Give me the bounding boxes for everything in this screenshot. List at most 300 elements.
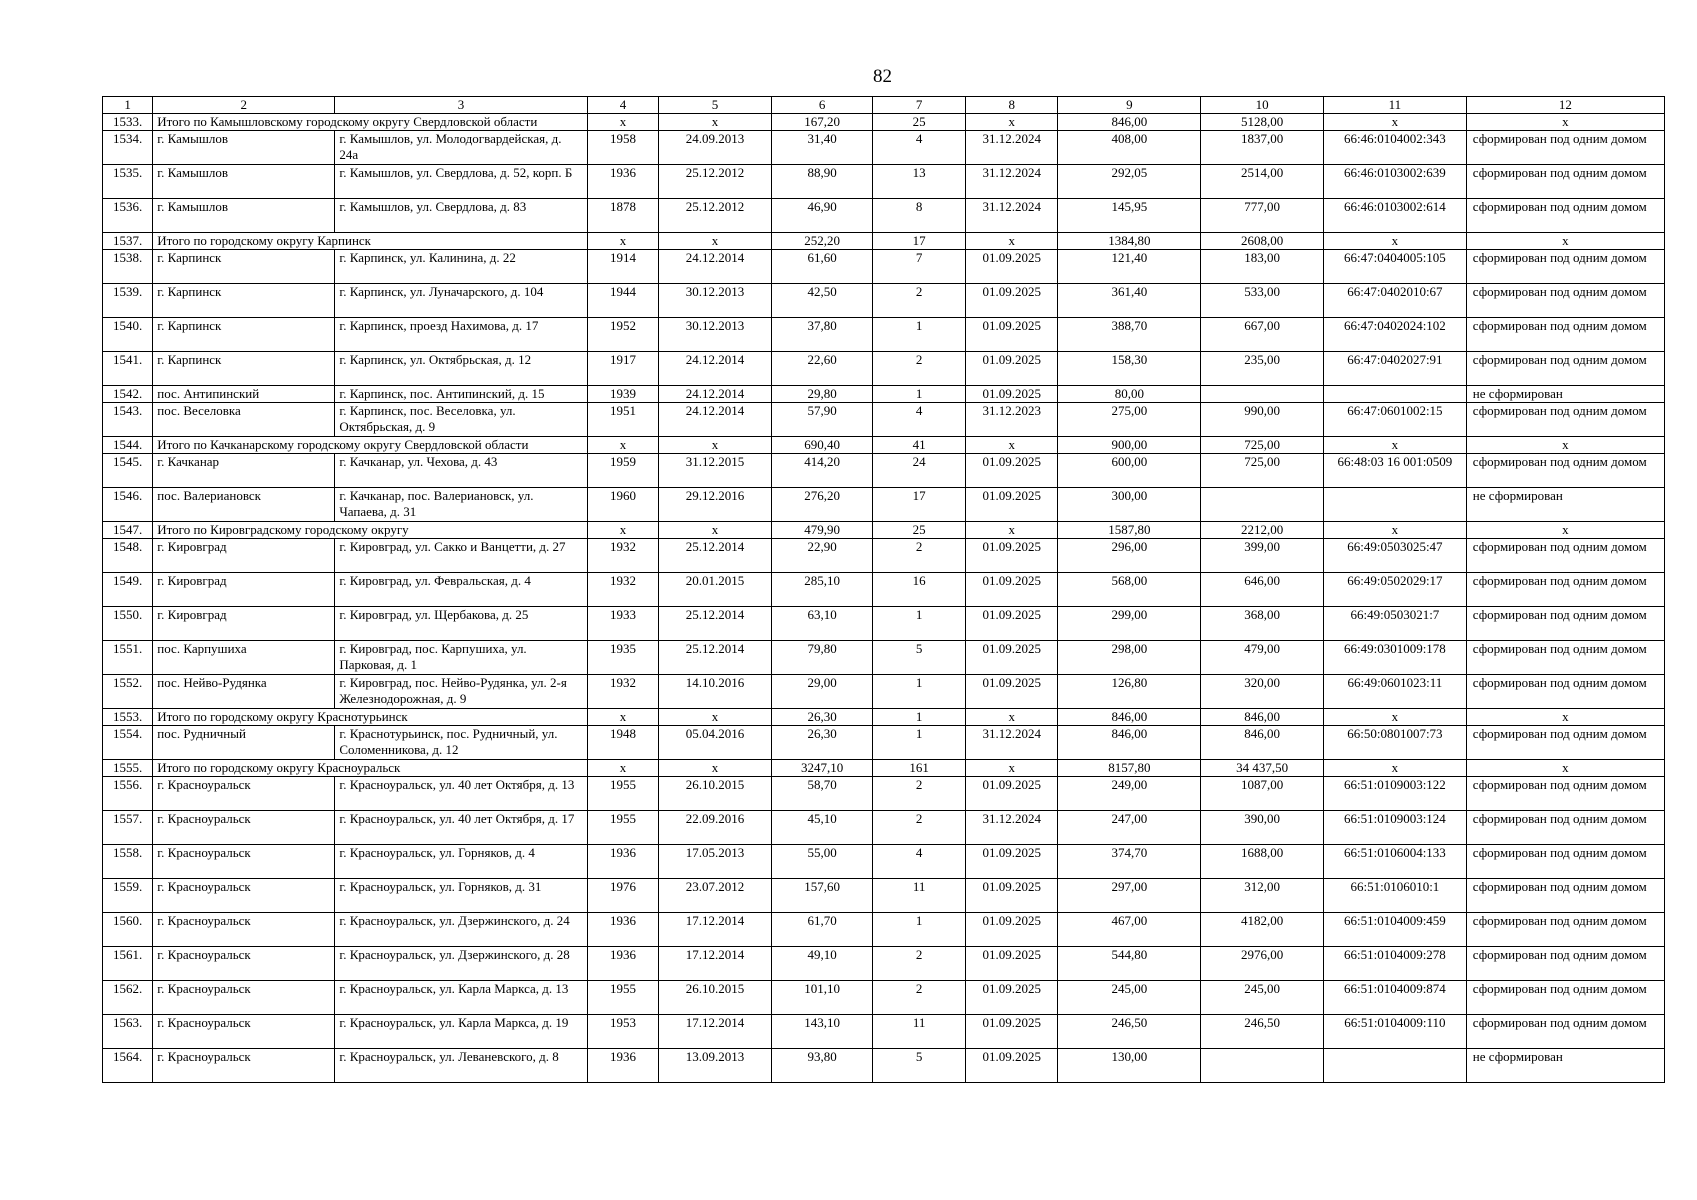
cadastral-number-cell: 66:51:0109003:122 bbox=[1323, 777, 1466, 811]
people-cell: 2 bbox=[873, 947, 966, 981]
date-cell: 25.12.2014 bbox=[659, 641, 772, 675]
date-cell: 25.12.2012 bbox=[659, 165, 772, 199]
subtotal-value-cell: 690,40 bbox=[771, 437, 873, 454]
deadline-cell: 31.12.2024 bbox=[965, 726, 1058, 760]
table-row bbox=[103, 573, 1665, 607]
subtotal-value-cell: 25 bbox=[873, 522, 966, 539]
year-cell: 1878 bbox=[587, 199, 658, 233]
locality-cell: пос. Антипинский bbox=[153, 386, 335, 403]
cadastral-number-cell: 66:46:0103002:614 bbox=[1323, 199, 1466, 233]
deadline-cell: 01.09.2025 bbox=[965, 641, 1058, 675]
table-row bbox=[103, 488, 1665, 522]
area-cell: 101,10 bbox=[771, 981, 873, 1015]
cadastral-number-cell bbox=[1323, 386, 1466, 403]
price-cell: 846,00 bbox=[1058, 726, 1201, 760]
area-cell: 57,90 bbox=[771, 403, 873, 437]
column-header: 5 bbox=[659, 97, 772, 114]
year-cell: 1936 bbox=[587, 913, 658, 947]
date-cell: 24.12.2014 bbox=[659, 386, 772, 403]
price-cell: 126,80 bbox=[1058, 675, 1201, 709]
deadline-cell: 01.09.2025 bbox=[965, 454, 1058, 488]
subtotal-value-cell: 25 bbox=[873, 114, 966, 131]
date-cell: 30.12.2013 bbox=[659, 318, 772, 352]
row-number-cell: 1557. bbox=[103, 811, 153, 845]
subtotal-value-cell: x bbox=[659, 760, 772, 777]
deadline-cell: 01.09.2025 bbox=[965, 539, 1058, 573]
subtotal-value-cell: x bbox=[1466, 709, 1664, 726]
subtotal-value-cell: 846,00 bbox=[1201, 709, 1324, 726]
subtotal-value-cell: x bbox=[587, 233, 658, 250]
people-cell: 1 bbox=[873, 386, 966, 403]
cadastral-number-cell: 66:47:0402024:102 bbox=[1323, 318, 1466, 352]
column-header: 9 bbox=[1058, 97, 1201, 114]
cadastral-number-cell: 66:50:0801007:73 bbox=[1323, 726, 1466, 760]
sum-cell: 2514,00 bbox=[1201, 165, 1324, 199]
land-status-cell: сформирован под одним домом bbox=[1466, 352, 1664, 386]
date-cell: 25.12.2012 bbox=[659, 199, 772, 233]
address-cell: г. Карпинск, пос. Веселовка, ул. Октябрьская, д. 9 bbox=[335, 403, 587, 437]
deadline-cell: 01.09.2025 bbox=[965, 947, 1058, 981]
locality-cell: пос. Карпушиха bbox=[153, 641, 335, 675]
cadastral-number-cell: 66:47:0402027:91 bbox=[1323, 352, 1466, 386]
land-status-cell: сформирован под одним домом bbox=[1466, 250, 1664, 284]
locality-cell: г. Красноуральск bbox=[153, 777, 335, 811]
cadastral-number-cell: 66:51:0104009:278 bbox=[1323, 947, 1466, 981]
row-number-cell: 1552. bbox=[103, 675, 153, 709]
deadline-cell: 31.12.2024 bbox=[965, 131, 1058, 165]
date-cell: 23.07.2012 bbox=[659, 879, 772, 913]
subtotal-value-cell: x bbox=[1323, 760, 1466, 777]
locality-cell: г. Красноуральск bbox=[153, 913, 335, 947]
sum-cell: 777,00 bbox=[1201, 199, 1324, 233]
table-row bbox=[103, 675, 1665, 709]
year-cell: 1953 bbox=[587, 1015, 658, 1049]
table-row bbox=[103, 352, 1665, 386]
locality-cell: г. Красноуральск bbox=[153, 981, 335, 1015]
row-number-cell: 1554. bbox=[103, 726, 153, 760]
year-cell: 1955 bbox=[587, 981, 658, 1015]
area-cell: 29,80 bbox=[771, 386, 873, 403]
land-status-cell: сформирован под одним домом bbox=[1466, 675, 1664, 709]
table-row bbox=[103, 199, 1665, 233]
subtotal-value-cell: 2212,00 bbox=[1201, 522, 1324, 539]
cadastral-number-cell: 66:51:0106010:1 bbox=[1323, 879, 1466, 913]
address-cell: г. Камышлов, ул. Молодогвардейская, д. 24а bbox=[335, 131, 587, 165]
column-header: 2 bbox=[153, 97, 335, 114]
subtotal-value-cell: x bbox=[587, 437, 658, 454]
row-number-cell: 1541. bbox=[103, 352, 153, 386]
price-cell: 568,00 bbox=[1058, 573, 1201, 607]
subtotal-title-cell: Итого по городскому округу Карпинск bbox=[153, 233, 588, 250]
address-cell: г. Карпинск, проезд Нахимова, д. 17 bbox=[335, 318, 587, 352]
area-cell: 26,30 bbox=[771, 726, 873, 760]
subtotal-value-cell: x bbox=[1466, 437, 1664, 454]
column-header: 1 bbox=[103, 97, 153, 114]
row-number-cell: 1534. bbox=[103, 131, 153, 165]
locality-cell: г. Карпинск bbox=[153, 284, 335, 318]
locality-cell: г. Красноуральск bbox=[153, 1049, 335, 1083]
page-number: 82 bbox=[873, 66, 892, 87]
price-cell: 374,70 bbox=[1058, 845, 1201, 879]
price-cell: 600,00 bbox=[1058, 454, 1201, 488]
sum-cell: 183,00 bbox=[1201, 250, 1324, 284]
subtotal-value-cell: 3247,10 bbox=[771, 760, 873, 777]
sum-cell: 4182,00 bbox=[1201, 913, 1324, 947]
locality-cell: г. Красноуральск bbox=[153, 947, 335, 981]
people-cell: 5 bbox=[873, 1049, 966, 1083]
cadastral-number-cell: 66:51:0106004:133 bbox=[1323, 845, 1466, 879]
address-cell: г. Кировград, ул. Февральская, д. 4 bbox=[335, 573, 587, 607]
year-cell: 1976 bbox=[587, 879, 658, 913]
year-cell: 1939 bbox=[587, 386, 658, 403]
date-cell: 17.12.2014 bbox=[659, 947, 772, 981]
people-cell: 8 bbox=[873, 199, 966, 233]
column-header: 10 bbox=[1201, 97, 1324, 114]
table-row bbox=[103, 284, 1665, 318]
column-header: 3 bbox=[335, 97, 587, 114]
subtotal-value-cell: x bbox=[965, 709, 1058, 726]
land-status-cell: сформирован под одним домом bbox=[1466, 318, 1664, 352]
subtotal-value-cell: 900,00 bbox=[1058, 437, 1201, 454]
land-status-cell: сформирован под одним домом bbox=[1466, 199, 1664, 233]
sum-cell: 235,00 bbox=[1201, 352, 1324, 386]
year-cell: 1958 bbox=[587, 131, 658, 165]
land-status-cell: сформирован под одним домом bbox=[1466, 131, 1664, 165]
land-status-cell: сформирован под одним домом bbox=[1466, 947, 1664, 981]
people-cell: 1 bbox=[873, 675, 966, 709]
address-cell: г. Карпинск, пос. Антипинский, д. 15 bbox=[335, 386, 587, 403]
people-cell: 2 bbox=[873, 777, 966, 811]
year-cell: 1960 bbox=[587, 488, 658, 522]
address-cell: г. Карпинск, ул. Луначарского, д. 104 bbox=[335, 284, 587, 318]
column-number-row bbox=[103, 97, 1665, 114]
land-status-cell: сформирован под одним домом bbox=[1466, 165, 1664, 199]
price-cell: 297,00 bbox=[1058, 879, 1201, 913]
subtotal-value-cell: x bbox=[965, 437, 1058, 454]
deadline-cell: 01.09.2025 bbox=[965, 352, 1058, 386]
locality-cell: пос. Нейво-Рудянка bbox=[153, 675, 335, 709]
people-cell: 4 bbox=[873, 131, 966, 165]
price-cell: 388,70 bbox=[1058, 318, 1201, 352]
area-cell: 88,90 bbox=[771, 165, 873, 199]
cadastral-number-cell bbox=[1323, 488, 1466, 522]
subtotal-value-cell: 479,90 bbox=[771, 522, 873, 539]
row-number-cell: 1561. bbox=[103, 947, 153, 981]
sum-cell: 320,00 bbox=[1201, 675, 1324, 709]
people-cell: 4 bbox=[873, 845, 966, 879]
area-cell: 37,80 bbox=[771, 318, 873, 352]
column-header: 12 bbox=[1466, 97, 1664, 114]
area-cell: 42,50 bbox=[771, 284, 873, 318]
price-cell: 298,00 bbox=[1058, 641, 1201, 675]
subtotal-value-cell: x bbox=[965, 233, 1058, 250]
address-cell: г. Камышлов, ул. Свердлова, д. 52, корп. Б bbox=[335, 165, 587, 199]
deadline-cell: 01.09.2025 bbox=[965, 777, 1058, 811]
deadline-cell: 31.12.2024 bbox=[965, 165, 1058, 199]
subtotal-value-cell: x bbox=[1323, 437, 1466, 454]
deadline-cell: 01.09.2025 bbox=[965, 981, 1058, 1015]
cadastral-number-cell: 66:46:0103002:639 bbox=[1323, 165, 1466, 199]
year-cell: 1955 bbox=[587, 811, 658, 845]
cadastral-number-cell: 66:49:0601023:11 bbox=[1323, 675, 1466, 709]
sum-cell: 246,50 bbox=[1201, 1015, 1324, 1049]
land-status-cell: сформирован под одним домом bbox=[1466, 845, 1664, 879]
people-cell: 16 bbox=[873, 573, 966, 607]
row-number-cell: 1542. bbox=[103, 386, 153, 403]
address-cell: г. Красноуральск, ул. Леваневского, д. 8 bbox=[335, 1049, 587, 1083]
people-cell: 11 bbox=[873, 1015, 966, 1049]
sum-cell: 479,00 bbox=[1201, 641, 1324, 675]
locality-cell: г. Карпинск bbox=[153, 250, 335, 284]
subtotal-value-cell: x bbox=[965, 114, 1058, 131]
locality-cell: пос. Валериановск bbox=[153, 488, 335, 522]
row-number-cell: 1559. bbox=[103, 879, 153, 913]
subtotal-value-cell: x bbox=[1466, 233, 1664, 250]
subtotal-value-cell: x bbox=[965, 522, 1058, 539]
date-cell: 25.12.2014 bbox=[659, 607, 772, 641]
year-cell: 1914 bbox=[587, 250, 658, 284]
cadastral-number-cell: 66:47:0601002:15 bbox=[1323, 403, 1466, 437]
cadastral-number-cell: 66:49:0502029:17 bbox=[1323, 573, 1466, 607]
table-row bbox=[103, 811, 1665, 845]
area-cell: 63,10 bbox=[771, 607, 873, 641]
table-row bbox=[103, 777, 1665, 811]
table-row bbox=[103, 165, 1665, 199]
address-cell: г. Красноуральск, ул. Карла Маркса, д. 13 bbox=[335, 981, 587, 1015]
cadastral-number-cell: 66:49:0503025:47 bbox=[1323, 539, 1466, 573]
sum-cell: 846,00 bbox=[1201, 726, 1324, 760]
sum-cell: 533,00 bbox=[1201, 284, 1324, 318]
subtotal-value-cell: 252,20 bbox=[771, 233, 873, 250]
subtotal-title-cell: Итого по городскому округу Краснотурьинск bbox=[153, 709, 588, 726]
address-cell: г. Карпинск, ул. Калинина, д. 22 bbox=[335, 250, 587, 284]
subtotal-value-cell: 26,30 bbox=[771, 709, 873, 726]
cadastral-number-cell: 66:48:03 16 001:0509 bbox=[1323, 454, 1466, 488]
table-row bbox=[103, 318, 1665, 352]
price-cell: 158,30 bbox=[1058, 352, 1201, 386]
cadastral-number-cell: 66:51:0109003:124 bbox=[1323, 811, 1466, 845]
price-cell: 145,95 bbox=[1058, 199, 1201, 233]
sum-cell: 390,00 bbox=[1201, 811, 1324, 845]
locality-cell: г. Кировград bbox=[153, 539, 335, 573]
cadastral-number-cell: 66:51:0104009:110 bbox=[1323, 1015, 1466, 1049]
deadline-cell: 01.09.2025 bbox=[965, 284, 1058, 318]
locality-cell: г. Красноуральск bbox=[153, 811, 335, 845]
subtotal-value-cell: x bbox=[1466, 522, 1664, 539]
locality-cell: г. Кировград bbox=[153, 573, 335, 607]
area-cell: 93,80 bbox=[771, 1049, 873, 1083]
deadline-cell: 31.12.2024 bbox=[965, 199, 1058, 233]
price-cell: 544,80 bbox=[1058, 947, 1201, 981]
area-cell: 31,40 bbox=[771, 131, 873, 165]
column-header: 8 bbox=[965, 97, 1058, 114]
price-cell: 275,00 bbox=[1058, 403, 1201, 437]
date-cell: 29.12.2016 bbox=[659, 488, 772, 522]
people-cell: 1 bbox=[873, 913, 966, 947]
year-cell: 1936 bbox=[587, 1049, 658, 1083]
cadastral-number-cell: 66:51:0104009:874 bbox=[1323, 981, 1466, 1015]
sum-cell bbox=[1201, 1049, 1324, 1083]
subtotal-value-cell: x bbox=[659, 522, 772, 539]
subtotal-value-cell: 34 437,50 bbox=[1201, 760, 1324, 777]
housing-register-table bbox=[102, 96, 1665, 1083]
locality-cell: г. Камышлов bbox=[153, 131, 335, 165]
people-cell: 11 bbox=[873, 879, 966, 913]
locality-cell: г. Карпинск bbox=[153, 352, 335, 386]
row-number-cell: 1538. bbox=[103, 250, 153, 284]
locality-cell: г. Красноуральск bbox=[153, 845, 335, 879]
area-cell: 46,90 bbox=[771, 199, 873, 233]
subtotal-value-cell: x bbox=[965, 760, 1058, 777]
sum-cell: 399,00 bbox=[1201, 539, 1324, 573]
cadastral-number-cell: 66:47:0402010:67 bbox=[1323, 284, 1466, 318]
subtotal-row bbox=[103, 709, 1665, 726]
deadline-cell: 01.09.2025 bbox=[965, 318, 1058, 352]
deadline-cell: 31.12.2024 bbox=[965, 811, 1058, 845]
subtotal-value-cell: x bbox=[659, 233, 772, 250]
land-status-cell: сформирован под одним домом bbox=[1466, 641, 1664, 675]
people-cell: 7 bbox=[873, 250, 966, 284]
year-cell: 1936 bbox=[587, 165, 658, 199]
area-cell: 45,10 bbox=[771, 811, 873, 845]
row-number-cell: 1553. bbox=[103, 709, 153, 726]
year-cell: 1959 bbox=[587, 454, 658, 488]
date-cell: 13.09.2013 bbox=[659, 1049, 772, 1083]
price-cell: 361,40 bbox=[1058, 284, 1201, 318]
sum-cell: 667,00 bbox=[1201, 318, 1324, 352]
sum-cell bbox=[1201, 386, 1324, 403]
sum-cell: 312,00 bbox=[1201, 879, 1324, 913]
row-number-cell: 1550. bbox=[103, 607, 153, 641]
table-body bbox=[103, 114, 1665, 1083]
price-cell: 296,00 bbox=[1058, 539, 1201, 573]
address-cell: г. Красноуральск, ул. 40 лет Октября, д. 17 bbox=[335, 811, 587, 845]
people-cell: 2 bbox=[873, 539, 966, 573]
table-row bbox=[103, 726, 1665, 760]
sum-cell: 1688,00 bbox=[1201, 845, 1324, 879]
subtotal-value-cell: 725,00 bbox=[1201, 437, 1324, 454]
table-row bbox=[103, 1049, 1665, 1083]
area-cell: 61,60 bbox=[771, 250, 873, 284]
land-status-cell: сформирован под одним домом bbox=[1466, 879, 1664, 913]
people-cell: 13 bbox=[873, 165, 966, 199]
cadastral-number-cell: 66:46:0104002:343 bbox=[1323, 131, 1466, 165]
table-row bbox=[103, 539, 1665, 573]
subtotal-value-cell: 5128,00 bbox=[1201, 114, 1324, 131]
locality-cell: г. Камышлов bbox=[153, 165, 335, 199]
date-cell: 20.01.2015 bbox=[659, 573, 772, 607]
date-cell: 14.10.2016 bbox=[659, 675, 772, 709]
price-cell: 121,40 bbox=[1058, 250, 1201, 284]
date-cell: 17.12.2014 bbox=[659, 1015, 772, 1049]
deadline-cell: 01.09.2025 bbox=[965, 386, 1058, 403]
subtotal-title-cell: Итого по Камышловскому городскому округу Свердловской области bbox=[153, 114, 588, 131]
column-header: 4 bbox=[587, 97, 658, 114]
people-cell: 2 bbox=[873, 981, 966, 1015]
date-cell: 24.12.2014 bbox=[659, 250, 772, 284]
subtotal-value-cell: x bbox=[587, 522, 658, 539]
subtotal-value-cell: x bbox=[1466, 114, 1664, 131]
deadline-cell: 31.12.2023 bbox=[965, 403, 1058, 437]
row-number-cell: 1533. bbox=[103, 114, 153, 131]
area-cell: 285,10 bbox=[771, 573, 873, 607]
land-status-cell: сформирован под одним домом bbox=[1466, 573, 1664, 607]
sum-cell: 1837,00 bbox=[1201, 131, 1324, 165]
table-row bbox=[103, 641, 1665, 675]
date-cell: 24.09.2013 bbox=[659, 131, 772, 165]
land-status-cell: сформирован под одним домом bbox=[1466, 777, 1664, 811]
deadline-cell: 01.09.2025 bbox=[965, 488, 1058, 522]
deadline-cell: 01.09.2025 bbox=[965, 1049, 1058, 1083]
deadline-cell: 01.09.2025 bbox=[965, 573, 1058, 607]
table-row bbox=[103, 386, 1665, 403]
date-cell: 24.12.2014 bbox=[659, 352, 772, 386]
subtotal-value-cell: x bbox=[1323, 114, 1466, 131]
address-cell: г. Качканар, ул. Чехова, д. 43 bbox=[335, 454, 587, 488]
subtotal-title-cell: Итого по городскому округу Красноуральск bbox=[153, 760, 588, 777]
price-cell: 467,00 bbox=[1058, 913, 1201, 947]
date-cell: 22.09.2016 bbox=[659, 811, 772, 845]
land-status-cell: сформирован под одним домом bbox=[1466, 726, 1664, 760]
table-row bbox=[103, 879, 1665, 913]
address-cell: г. Кировград, ул. Сакко и Ванцетти, д. 27 bbox=[335, 539, 587, 573]
people-cell: 24 bbox=[873, 454, 966, 488]
subtotal-value-cell: 2608,00 bbox=[1201, 233, 1324, 250]
year-cell: 1951 bbox=[587, 403, 658, 437]
land-status-cell: не сформирован bbox=[1466, 488, 1664, 522]
subtotal-row bbox=[103, 114, 1665, 131]
land-status-cell: не сформирован bbox=[1466, 1049, 1664, 1083]
people-cell: 5 bbox=[873, 641, 966, 675]
subtotal-value-cell: x bbox=[587, 709, 658, 726]
year-cell: 1955 bbox=[587, 777, 658, 811]
year-cell: 1932 bbox=[587, 675, 658, 709]
locality-cell: г. Кировград bbox=[153, 607, 335, 641]
price-cell: 408,00 bbox=[1058, 131, 1201, 165]
subtotal-value-cell: x bbox=[1323, 709, 1466, 726]
area-cell: 79,80 bbox=[771, 641, 873, 675]
row-number-cell: 1540. bbox=[103, 318, 153, 352]
subtotal-row bbox=[103, 437, 1665, 454]
deadline-cell: 01.09.2025 bbox=[965, 1015, 1058, 1049]
row-number-cell: 1555. bbox=[103, 760, 153, 777]
sum-cell: 646,00 bbox=[1201, 573, 1324, 607]
subtotal-value-cell: 161 bbox=[873, 760, 966, 777]
subtotal-value-cell: 17 bbox=[873, 233, 966, 250]
price-cell: 249,00 bbox=[1058, 777, 1201, 811]
sum-cell: 2976,00 bbox=[1201, 947, 1324, 981]
land-status-cell: не сформирован bbox=[1466, 386, 1664, 403]
cadastral-number-cell: 66:49:0301009:178 bbox=[1323, 641, 1466, 675]
address-cell: г. Краснотурьинск, пос. Рудничный, ул. Соломенникова, д. 12 bbox=[335, 726, 587, 760]
area-cell: 61,70 bbox=[771, 913, 873, 947]
people-cell: 2 bbox=[873, 352, 966, 386]
sum-cell: 990,00 bbox=[1201, 403, 1324, 437]
price-cell: 300,00 bbox=[1058, 488, 1201, 522]
table-row bbox=[103, 131, 1665, 165]
table-row bbox=[103, 845, 1665, 879]
people-cell: 1 bbox=[873, 607, 966, 641]
column-header: 11 bbox=[1323, 97, 1466, 114]
subtotal-value-cell: x bbox=[1323, 522, 1466, 539]
area-cell: 29,00 bbox=[771, 675, 873, 709]
subtotal-value-cell: 41 bbox=[873, 437, 966, 454]
table-row bbox=[103, 1015, 1665, 1049]
land-status-cell: сформирован под одним домом bbox=[1466, 913, 1664, 947]
people-cell: 4 bbox=[873, 403, 966, 437]
address-cell: г. Кировград, пос. Карпушиха, ул. Парковая, д. 1 bbox=[335, 641, 587, 675]
year-cell: 1917 bbox=[587, 352, 658, 386]
